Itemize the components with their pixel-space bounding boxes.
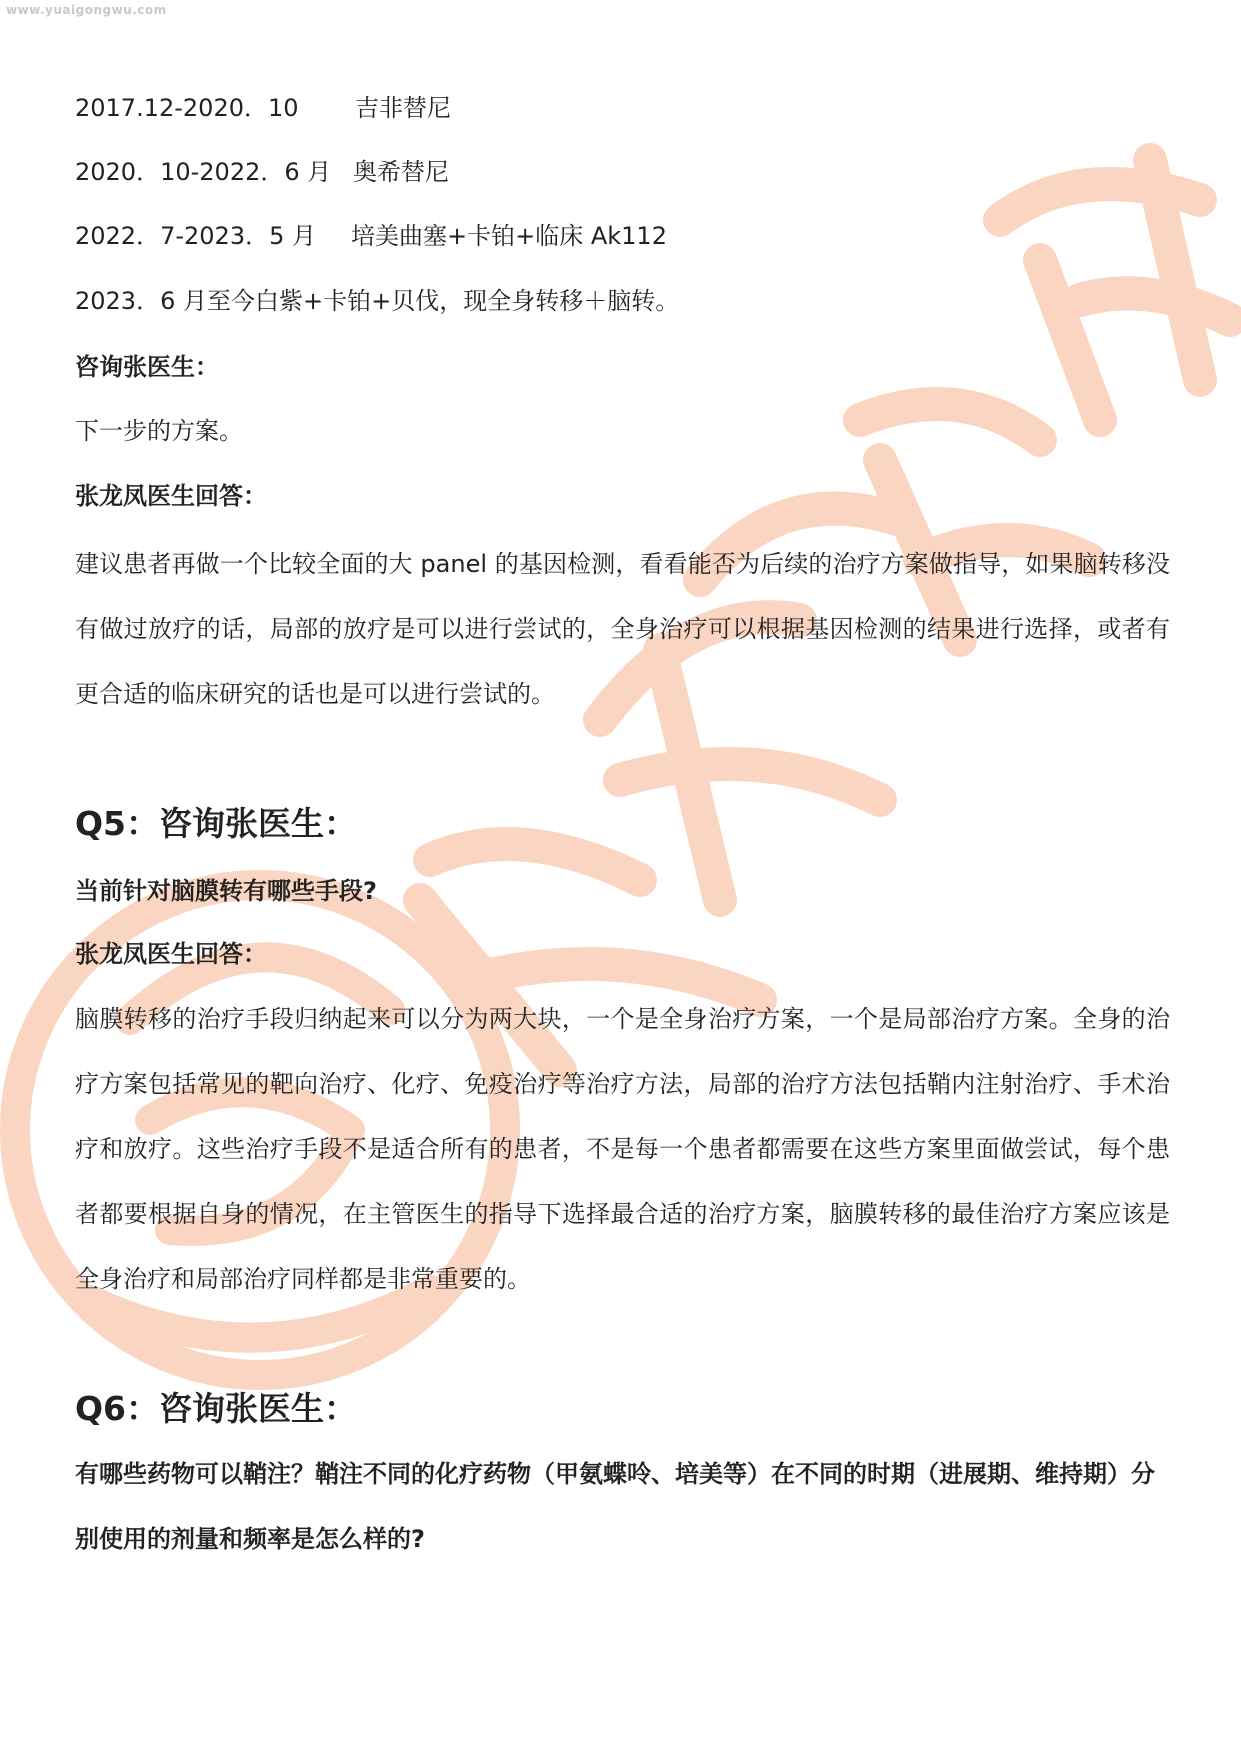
timeline-treatment: 白紫+卡铂+贝伐，现全身转移＋脑转。 [254, 287, 680, 315]
answer-label: 张龙凤医生回答： [75, 940, 267, 968]
timeline-period: 2023．6 月至今 [75, 287, 255, 315]
timeline-period: 2017.12-2020．10 [75, 94, 299, 122]
timeline-treatment: 奥希替尼 [353, 158, 449, 186]
ask-text: 下一步的方案。 [75, 417, 243, 445]
ask-label: 咨询张医生： [75, 353, 219, 381]
site-watermark: www.yuaigongwu.com [6, 3, 167, 17]
timeline-row-1 [75, 93, 1170, 123]
timeline-period: 2022．7-2023．5 月 [75, 222, 316, 250]
q5-heading: Q5：咨询张医生： [75, 804, 358, 843]
timeline-row-4 [75, 286, 1170, 316]
timeline-treatment: 吉非替尼 [355, 94, 451, 122]
timeline-period: 2020．10-2022．6 月 [75, 158, 332, 186]
q6-question: 有哪些药物可以鞘注？鞘注不同的化疗药物（甲氨蝶呤、培美等）在不同的时期（进展期、维持期）分别使用的剂量和频率是怎么样的? [75, 1460, 1155, 1553]
timeline-treatment: 培美曲塞+卡铂+临床 Ak112 [351, 222, 667, 250]
answer-paragraph: 建议患者再做一个比较全面的大 panel 的基因检测，看看能否为后续的治疗方案做指导，如果脑转移没有做过放疗的话，局部的放疗是可以进行尝试的，全身治疗可以根据基因检测的结果进行选择，或者有更合适的临床研究的话也是可以进行尝试的。 [75, 550, 1170, 708]
q5-question: 当前针对脑膜转有哪些手段? [75, 877, 377, 905]
answer-paragraph: 脑膜转移的治疗手段归纳起来可以分为两大块，一个是全身治疗方案，一个是局部治疗方案。全身的治疗方案包括常见的靶向治疗、化疗、免疫治疗等治疗方法，局部的治疗方法包括鞘内注射治疗、手术治疗和放疗。这些治疗手段不是适合所有的患者，不是每一个患者都需要在这些方案里面做尝试，每个患者都要根据自身的情况，在主管医生的指导下选择最合适的治疗方案，脑膜转移的最佳治疗方案应该是全身治疗和局部治疗同样都是非常重要的。 [75, 1005, 1170, 1293]
q6-heading: Q6：咨询张医生： [75, 1389, 358, 1428]
timeline-row-2 [75, 157, 1170, 187]
answer-label: 张龙凤医生回答： [75, 482, 267, 510]
timeline-row-3 [75, 221, 1170, 251]
